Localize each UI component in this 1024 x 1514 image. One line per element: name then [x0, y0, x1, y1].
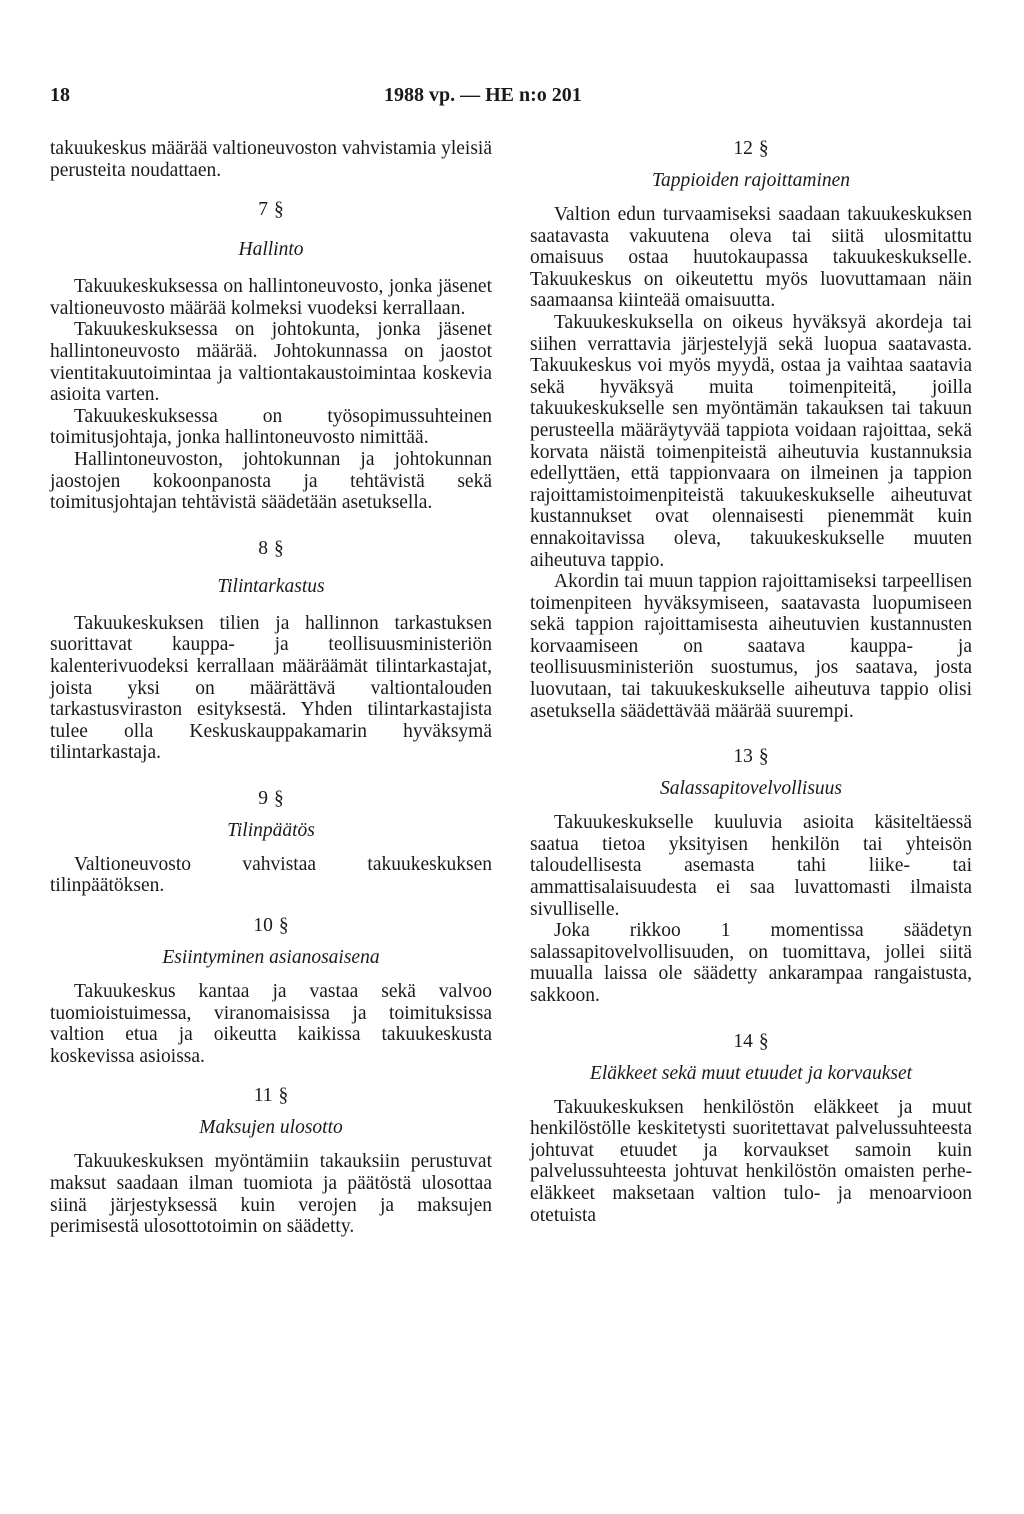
- section-number: 13 §: [733, 746, 769, 768]
- section-12: [530, 138, 972, 722]
- section-11: [50, 1085, 492, 1237]
- section-title: Tappioiden rajoittaminen: [651, 170, 851, 191]
- section-number: 10 §: [253, 915, 289, 937]
- paragraph: Takuukeskuksessa on hallintoneuvosto, jonka jäsenet valtioneuvosto määrää kolmeksi vuodeksi kerrallaan.: [50, 276, 492, 319]
- section-10: [50, 915, 492, 1067]
- paragraph: Akordin tai muun tappion rajoittamiseksi tarpeellisen toimenpiteen hyväksymiseen, saatavasta luopumiseen sekä tappion rajoittamisesta aiheutuvien kustannusten korvaamiseen on saatava kauppa- ja teollisuusministeriön suostumus, jos saatava, josta luovutaan, tai takuukeskukselle aiheutuva tappio olisi asetuksella säädettävää määrää suurempi.: [530, 571, 972, 722]
- section-7: [50, 199, 492, 514]
- section-8: [50, 538, 492, 764]
- left-column: [50, 138, 492, 1238]
- paragraph: Takuukeskukselle kuuluvia asioita käsiteltäessä saatua tietoa yksityisen henkilön tai yhteisön taloudellisesta asemasta tahi liike- tai ammattisalaisuudesta ei saa luvattomasti ilmaista sivulliselle.: [530, 812, 972, 920]
- paragraph: Valtion edun turvaamiseksi saadaan takuukeskuksen saatavasta vakuutena oleva tai siitä ulosmitattu omaisuus ostaa huutokaupassa takuukeskukselle. Takuukeskus on oikeutettu myös luovuttamaan näin saamaansa kiinteää omaisuutta.: [530, 204, 972, 312]
- document-title: 1988 vp. — HE n:o 201: [384, 84, 582, 106]
- section-14: [530, 1031, 972, 1227]
- section-number: 7 §: [258, 199, 284, 221]
- paragraph: Takuukeskuksessa on johtokunta, jonka jäsenet hallintoneuvosto määrää. Johtokunnassa on jaostot vientitakuutoimintaa ja valtiontakaustoimintaa koskevia asioita varten.: [50, 319, 492, 406]
- paragraph: Takuukeskus kantaa ja vastaa sekä valvoo tuomioistuimessa, viranomaisissa ja toimituksissa valtion etua ja oikeutta kaikissa takuukeskusta koskevissa asioissa.: [50, 981, 492, 1067]
- intro-paragraph: takuukeskus määrää valtioneuvoston vahvistamia yleisiä perusteita noudattaen.: [50, 138, 492, 181]
- page-number: 18: [50, 84, 70, 106]
- section-13: [530, 746, 972, 1006]
- section-number: 12 §: [733, 138, 769, 159]
- section-title: Eläkkeet sekä muut etuudet ja korvaukset: [589, 1062, 913, 1084]
- paragraph: Hallintoneuvoston, johtokunnan ja johtokunnan jaostojen kokoonpanosta ja tehtävistä sekä toimitusjohtajan tehtävistä säädetään asetuksella.: [50, 448, 492, 514]
- section-number: 8 §: [258, 537, 284, 559]
- section-9: [50, 788, 492, 897]
- section-title: Esiintyminen asianosaisena: [162, 947, 380, 969]
- section-number: 9 §: [258, 787, 284, 809]
- paragraph: Takuukeskuksen henkilöstön eläkkeet ja muut henkilöstölle keskitetysti suoritettavat palvelussuhteesta johtuvat etuudet ja korvaukset samoin kuin palvelussuhteesta johtuvat henkilöstön omaisten perhe-eläkkeet maksetaan valtion tulo- ja menoarvioon otetuista: [530, 1096, 972, 1226]
- paragraph: Joka rikkoo 1 momentissa säädetyn salassapitovelvollisuuden, on tuomittava, jollei siitä muualla laissa ole säädetty ankarampaa rangaistusta, sakkoon.: [530, 920, 972, 1006]
- paragraph: Takuukeskuksella on oikeus hyväksyä akordeja tai siihen verrattavia järjestelyjä sekä luopua saatavasta. Takuukeskus voi myös myydä, ostaa ja vaihtaa saatavia sekä hyväksyä muita toimenpiteitä, joilla takuukeskukselle sen myöntämän takauksen tai takuun perusteella määräytyvää tappiota voidaan rajoittaa, sekä korvata näistä toimenpiteistä aiheutuvia kustannuksia edellyttäen, että tappionvaara on ilmeinen ja tappion rajoittamistoimenpiteistä takuukeskukselle aiheutuvat kustannukset ovat olennaisesti pienemmät kuin ennakoitavissa oleva, takuukeskukselle muuten aiheutuva tappio.: [530, 311, 972, 571]
- section-number: 14 §: [733, 1030, 769, 1052]
- page-header: [0, 84, 1024, 114]
- section-number: 11 §: [253, 1085, 289, 1107]
- section-title: Tilintarkastus: [217, 575, 325, 597]
- paragraph: Takuukeskuksen tilien ja hallinnon tarkastuksen suorittavat kauppa- ja teollisuusministeriön kalenterivuodeksi kerrallaan määräämät tilintarkastajat, joista yksi on määrättävä valtiontalouden tarkastusviraston esityksestä. Yhden tilintarkastajista tulee olla Keskuskauppakamarin hyväksymä tilintarkastaja.: [50, 612, 492, 764]
- section-title: Hallinto: [238, 239, 304, 261]
- paragraph: Takuukeskuksessa on työsopimussuhteinen toimitusjohtaja, jonka hallintoneuvosto nimittää.: [50, 405, 492, 449]
- section-title: Maksujen ulosotto: [199, 1117, 343, 1139]
- section-title: Salassapitovelvollisuus: [660, 778, 842, 800]
- section-title: Tilinpäätös: [227, 819, 315, 841]
- paragraph: Valtioneuvosto vahvistaa takuukeskuksen tilinpäätöksen.: [50, 853, 492, 897]
- paragraph: Takuukeskuksen myöntämiin takauksiin perustuvat maksut saadaan ilman tuomiota ja päätöstä ulosottaa siinä järjestyksessä kuin verojen ja maksujen perimisestä ulosottotoimin on säädetty.: [50, 1151, 492, 1238]
- right-column: [530, 138, 972, 1226]
